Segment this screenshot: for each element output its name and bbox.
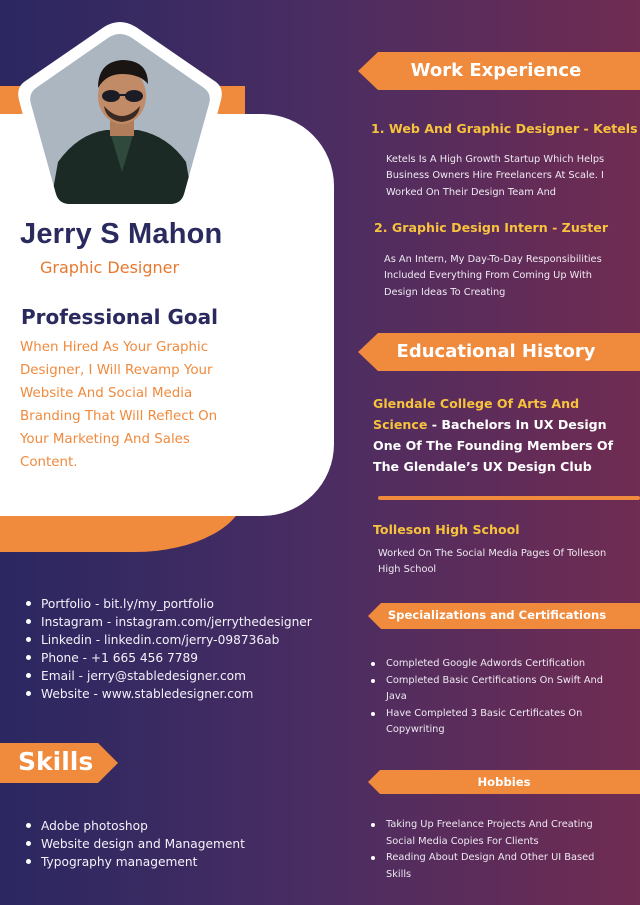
work-experience-heading: Work Experience xyxy=(410,60,582,81)
skill-item: Website design and Management xyxy=(24,835,245,853)
goal-text: When Hired As Your Graphic Designer, I Will Revamp Your Website And Social Media Branding That Will Reflect On Your Marketing And Sales Content. xyxy=(20,340,218,470)
section-divider xyxy=(378,496,640,500)
college-note-cont: The Glendale’s UX Design Club xyxy=(373,459,592,474)
candidate-role: Graphic Designer xyxy=(40,258,180,277)
item-line: Completed Basic Certifications On Swift And xyxy=(386,674,603,686)
college-name-cont: Science xyxy=(373,417,428,432)
job-title-1: 1. Web And Graphic Designer - Ketels xyxy=(371,121,638,136)
contact-instagram: Instagram - instagram.com/jerrythedesigner xyxy=(24,613,312,631)
job-desc-line: Worked On Their Design Team And xyxy=(386,186,557,198)
college-note: One Of The Founding Members Of xyxy=(373,438,614,453)
item-line: Taking Up Freelance Projects And Creating xyxy=(386,819,593,830)
job-desc-line: Ketels Is A High Growth Startup Which Helps xyxy=(386,154,605,165)
specializations-list xyxy=(369,656,634,739)
specialization-item xyxy=(369,656,634,673)
candidate-name: Jerry S Mahon xyxy=(20,218,223,250)
job-title-2: 2. Graphic Design Intern - Zuster xyxy=(374,220,609,235)
job-desc-line: Design Ideas To Creating xyxy=(384,286,506,298)
job-desc-1 xyxy=(386,152,636,201)
college-entry xyxy=(373,393,633,477)
skills-heading: Skills xyxy=(18,747,94,776)
goal-heading: Professional Goal xyxy=(21,305,218,329)
item-line: Have Completed 3 Basic Certificates On xyxy=(386,707,583,719)
college-name: Glendale College Of Arts And xyxy=(373,396,580,411)
education-heading: Educational History xyxy=(396,341,596,362)
item-line: Copywriting xyxy=(386,724,445,736)
hobbies-heading: Hobbies xyxy=(477,775,531,789)
job-desc-line: As An Intern, My Day-To-Day Responsibilities xyxy=(384,254,602,265)
item-line: Skills xyxy=(386,868,412,880)
job-desc-2 xyxy=(384,252,634,301)
hobby-item xyxy=(369,817,634,850)
specialization-item xyxy=(369,673,634,706)
school-desc-line: Worked On The Social Media Pages Of Tolleson xyxy=(378,548,607,559)
item-line: Completed Google Adwords Certification xyxy=(386,658,586,669)
specialization-item xyxy=(369,706,634,739)
contact-linkedin: Linkedin - linkedin.com/jerry-098736ab xyxy=(24,631,312,649)
degree: - Bachelors In UX Design xyxy=(427,417,607,432)
job-desc-line: Included Everything From Coming Up With xyxy=(384,270,592,282)
skill-item: Typography management xyxy=(24,853,245,871)
item-line: Reading About Design And Other UI Based xyxy=(386,852,595,864)
school-name: Tolleson High School xyxy=(373,522,520,537)
contact-portfolio: Portfolio - bit.ly/my_portfolio xyxy=(24,595,312,613)
contact-phone: Phone - +1 665 456 7789 xyxy=(24,649,312,667)
item-line: Java xyxy=(386,691,407,703)
contact-website: Website - www.stabledesigner.com xyxy=(24,685,312,703)
contact-list xyxy=(24,595,312,703)
skills-list xyxy=(24,817,245,871)
specializations-heading: Specializations and Certifications xyxy=(387,608,607,622)
job-desc-line: Business Owners Hire Freelancers At Scale. I xyxy=(386,170,604,182)
school-desc xyxy=(378,546,628,579)
profile-photo xyxy=(18,22,222,218)
hobby-item xyxy=(369,850,634,883)
hobbies-list xyxy=(369,817,634,883)
school-desc-line: High School xyxy=(378,564,437,576)
skill-item: Adobe photoshop xyxy=(24,817,245,835)
contact-email: Email - jerry@stabledesigner.com xyxy=(24,667,312,685)
item-line: Social Media Copies For Clients xyxy=(386,835,539,847)
